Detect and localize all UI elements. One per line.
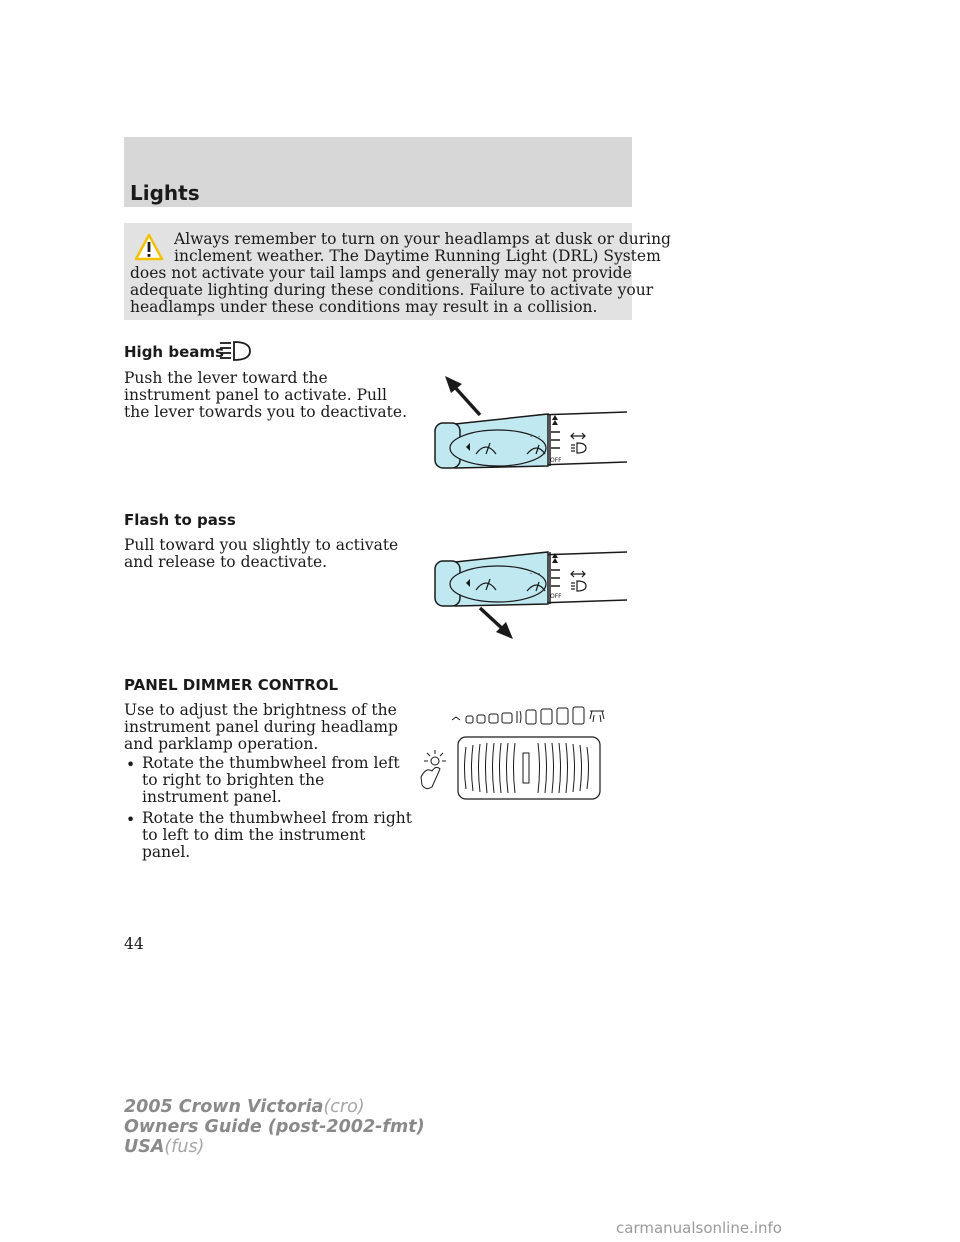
warning-text-line: headlamps under these conditions may result in a collision. <box>130 298 598 316</box>
high-beams-heading: High beams <box>124 343 224 361</box>
footer-region-code: (fus) <box>164 1137 205 1157</box>
bullet-text-line: Rotate the thumbwheel from right <box>142 809 413 827</box>
warning-text-line: inclement weather. The Daytime Running Light (DRL) System <box>174 247 661 265</box>
warning-text-line: Always remember to turn on your headlamps at dusk or during <box>174 230 671 248</box>
svg-text:- - -: - - - <box>530 433 541 440</box>
footer <box>124 1097 425 1157</box>
arrow-icon <box>480 608 513 639</box>
watermark: carmanualsonline.info <box>616 1219 782 1237</box>
arrow-icon <box>445 376 480 415</box>
svg-text:- - -: - - - <box>530 570 541 577</box>
warning-text-line: does not activate your tail lamps and generally may not provide <box>130 264 632 282</box>
bullet-text-line: to left to dim the instrument <box>142 826 366 844</box>
lever-flash-illustration <box>420 540 635 645</box>
warning-triangle-icon <box>134 233 164 261</box>
footer-region: USA <box>124 1137 165 1157</box>
bullet-text-line: instrument panel. <box>142 788 282 806</box>
panel-dimmer-text-line: Use to adjust the brightness of the <box>124 701 397 719</box>
high-beams-text-line: Push the lever toward the <box>124 369 328 387</box>
panel-dimmer-text-line: and parklamp operation. <box>124 735 319 753</box>
panel-dimmer-heading: PANEL DIMMER CONTROL <box>124 676 339 694</box>
panel-dimmer-text-line: instrument panel during headlamp <box>124 718 398 736</box>
footer-guide: Owners Guide (post-2002-fmt) <box>124 1117 425 1137</box>
lever-high-beam-illustration <box>420 370 635 475</box>
svg-text:OFF: OFF <box>550 593 562 600</box>
svg-text:OFF: OFF <box>550 457 562 464</box>
high-beams-text-line: the lever towards you to deactivate. <box>124 403 408 421</box>
footer-title: 2005 Crown Victoria <box>124 1097 324 1117</box>
bullet-text-line: panel. <box>142 843 191 861</box>
warning-text-line: adequate lighting during these conditions. Failure to activate your <box>130 281 654 299</box>
page-title: Lights <box>130 181 200 205</box>
high-beams-text-line: instrument panel to activate. Pull <box>124 386 387 404</box>
flash-to-pass-text-line: and release to deactivate. <box>124 553 328 571</box>
page-number: 44 <box>124 935 144 953</box>
flash-to-pass-heading: Flash to pass <box>124 511 236 529</box>
bullet-marker: • <box>126 756 136 774</box>
bullet-text-line: to right to brighten the <box>142 771 325 789</box>
footer-code: (cro) <box>323 1097 365 1117</box>
bullet-text-line: Rotate the thumbwheel from left <box>142 754 400 772</box>
dimmer-thumbwheel-icon <box>418 705 618 805</box>
header-band <box>124 137 632 207</box>
bullet-marker: • <box>126 811 136 829</box>
high-beam-icon <box>219 340 251 362</box>
flash-to-pass-text-line: Pull toward you slightly to activate <box>124 536 399 554</box>
